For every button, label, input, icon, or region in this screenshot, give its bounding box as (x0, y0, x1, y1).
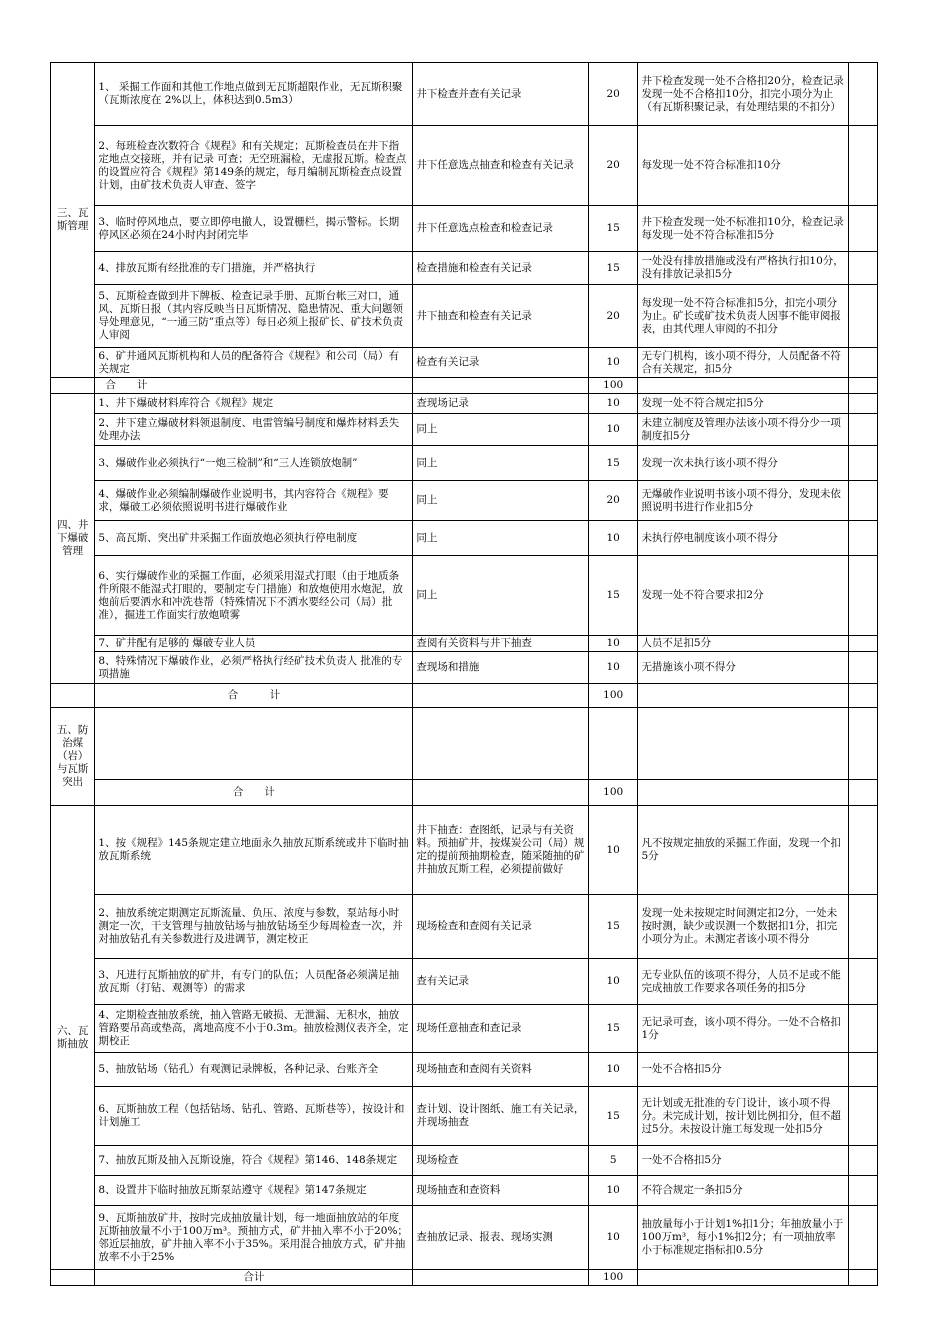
blank-cell (849, 394, 878, 414)
blank-cell (849, 652, 878, 684)
check-method: 同上 (413, 521, 589, 556)
table-row (51, 959, 878, 1005)
section-title: 三、瓦斯管理 (51, 63, 95, 378)
blank-cell (51, 378, 95, 394)
total-row (51, 378, 878, 394)
table-row (51, 1206, 878, 1270)
deduction-rule: 无计划或无批准的专门设计，该小项不得分。未完成计划，按计划比例扣分，但不超过5分。未按设计施工每发现一处扣5分 (638, 1087, 849, 1146)
section-title: 四、井下爆破管理 (51, 394, 95, 684)
deduction-rule: 不符合规定一条扣5分 (638, 1176, 849, 1206)
table-row (51, 708, 878, 780)
deduction-rule: 一处不合格扣5分 (638, 1146, 849, 1176)
item-score: 15 (588, 556, 638, 636)
table-row (51, 414, 878, 446)
table-row (51, 895, 878, 959)
blank-cell (849, 636, 878, 652)
total-score: 100 (588, 1270, 638, 1286)
item-score: 10 (588, 636, 638, 652)
item-content: 4、爆破作业必须编制爆破作业说明书，其内容符合《规程》要求，爆破工必须依照说明书进行爆破作业 (95, 481, 413, 521)
item-content: 1、 采掘工作面和其他工作地点做到无瓦斯超限作业，无瓦斯积聚（瓦斯浓度在 2%以上，体积达到0.5m3） (95, 63, 413, 126)
check-method: 现场任意抽查和查记录 (413, 1005, 589, 1053)
item-score: 10 (588, 959, 638, 1005)
blank-cell (849, 348, 878, 378)
item-content: 7、抽放瓦斯及抽入瓦斯设施，符合《规程》第146、148条规定 (95, 1146, 413, 1176)
blank-cell (849, 684, 878, 708)
blank-cell (413, 1270, 589, 1286)
item-score: 20 (588, 63, 638, 126)
blank-cell (849, 206, 878, 252)
blank-cell (51, 1270, 95, 1286)
item-score: 15 (588, 1087, 638, 1146)
blank-cell (849, 378, 878, 394)
check-method: 井下抽查和检查有关记录 (413, 285, 589, 348)
blank-cell (413, 684, 589, 708)
check-method: 检查措施和检查有关记录 (413, 252, 589, 285)
blank-cell (638, 780, 849, 806)
item-score: 15 (588, 895, 638, 959)
item-content: 2、每班检查次数符合《规程》和有关规定；瓦斯检查员在井下指定地点交接班，并有记录 可查；无空班漏检，无虚报瓦斯。检查点的设置应符合《规程》第149条的规定，每月编制瓦斯检查点设置计划，由矿技术负责人审查、签字 (95, 126, 413, 206)
check-method: 井下抽查：查图纸，记录与有关资料。预抽矿井，按煤炭公司（局）规定的提前预抽期检查，随采随抽的矿井抽放瓦斯工程，必须提前做好 (413, 806, 589, 895)
deduction-rule: 发现一处未按规定时间测定扣2分，一处未按时测，缺少或误测一个数据扣1分，扣完小项分为止。未测定者该小项不得分 (638, 895, 849, 959)
total-row (51, 780, 878, 806)
total-score: 100 (588, 780, 638, 806)
check-method: 查计划、设计图纸、施工有关记录，并现场抽查 (413, 1087, 589, 1146)
deduction-rule: 人员不足扣5分 (638, 636, 849, 652)
item-content: 5、瓦斯检查做到井下牌板、检查记录手册、瓦斯台帐三对口，通风、瓦斯日报（其内容反映当日瓦斯情况、隐患情况、重大问题领导处理意见，“一通三防”重点等）每日必须上报矿长、矿技术负责人审阅 (95, 285, 413, 348)
deduction-rule: 未执行停电制度该小项不得分 (638, 521, 849, 556)
item-content: 7、矿井配有足够的 爆破专业人员 (95, 636, 413, 652)
item-content: 6、瓦斯抽放工程（包括钻场、钻孔、管路、瓦斯巷等），按设计和计划施工 (95, 1087, 413, 1146)
item-content: 4、定期检查抽放系统，抽入管路无破损、无泄漏、无积水，抽放管路要吊高或垫高，离地高度不小于0.3m。抽放检测仪表齐全，定期校正 (95, 1005, 413, 1053)
check-method: 现场抽查和查阅有关资料 (413, 1053, 589, 1087)
item-score: 20 (588, 126, 638, 206)
item-score: 20 (588, 285, 638, 348)
total-label: 合计 (95, 1270, 413, 1286)
table-row (51, 252, 878, 285)
check-method: 现场抽查和查资料 (413, 1176, 589, 1206)
table-row (51, 348, 878, 378)
blank-cell (849, 126, 878, 206)
blank-cell (849, 556, 878, 636)
blank-cell (849, 252, 878, 285)
blank-cell (849, 708, 878, 780)
section-title: 五、防治煤（岩）与瓦斯突出 (51, 708, 95, 806)
check-method: 井下任意选点检查和检查记录 (413, 206, 589, 252)
item-score: 10 (588, 394, 638, 414)
deduction-rule: 一处没有排放措施或没有严格执行扣10分，没有排放记录扣5分 (638, 252, 849, 285)
blank-cell (638, 1270, 849, 1286)
blank-cell (849, 1206, 878, 1270)
deduction-rule: 抽放量每小于计划1%扣1分；年抽放量小于100万m³，每小1%扣2分；有一项抽放率小于标准规定指标扣0.5分 (638, 1206, 849, 1270)
item-score: 15 (588, 1005, 638, 1053)
deduction-rule: 凡不按规定抽放的采掘工作面，发现一个扣5分 (638, 806, 849, 895)
item-score: 10 (588, 348, 638, 378)
total-row (51, 1270, 878, 1286)
check-method: 同上 (413, 481, 589, 521)
blank-cell (849, 1005, 878, 1053)
table-body (51, 63, 878, 1286)
item-score: 10 (588, 1053, 638, 1087)
blank-cell (413, 378, 589, 394)
blank-cell (413, 708, 589, 780)
table-row (51, 1087, 878, 1146)
table-row (51, 446, 878, 481)
total-label: 合 计 (95, 780, 413, 806)
blank-cell (638, 378, 849, 394)
item-content: 9、瓦斯抽放矿井，按时完成抽放量计划，每一地面抽放站的年度瓦斯抽放量不小于100万m³。预抽方式，矿井抽入率不小于20%；邻近层抽放，矿井抽入率不小于35%。采用混合抽放方式，矿井抽放率不小于25% (95, 1206, 413, 1270)
blank-cell (849, 780, 878, 806)
table-row (51, 63, 878, 126)
table-row (51, 636, 878, 652)
total-label: 合 计 (95, 378, 413, 394)
check-method: 查现场和措施 (413, 652, 589, 684)
total-label: 合 计 (95, 684, 413, 708)
blank-cell (849, 481, 878, 521)
blank-cell (638, 708, 849, 780)
blank-cell (849, 1270, 878, 1286)
item-score: 10 (588, 521, 638, 556)
deduction-rule: 无专门机构，该小项不得分，人员配备不符合有关规定，扣5分 (638, 348, 849, 378)
table-row (51, 1053, 878, 1087)
blank-cell (849, 1087, 878, 1146)
check-method: 查有关记录 (413, 959, 589, 1005)
item-score: 10 (588, 414, 638, 446)
deduction-rule: 未建立制度及管理办法该小项不得分少一项制度扣5分 (638, 414, 849, 446)
deduction-rule: 发现一处不符合要求扣2分 (638, 556, 849, 636)
blank-cell (849, 446, 878, 481)
item-content: 5、高瓦斯、突出矿井采掘工作面放炮必须执行停电制度 (95, 521, 413, 556)
item-content: 3、爆破作业必须执行“一炮三检制”和“三人连锁放炮制” (95, 446, 413, 481)
blank-cell (588, 708, 638, 780)
check-method: 同上 (413, 414, 589, 446)
item-score: 15 (588, 252, 638, 285)
table-row (51, 285, 878, 348)
item-score: 10 (588, 652, 638, 684)
blank-cell (849, 285, 878, 348)
check-method: 现场检查 (413, 1146, 589, 1176)
item-content: 1、按《规程》145条规定建立地面永久抽放瓦斯系统或井下临时抽放瓦斯系统 (95, 806, 413, 895)
item-content: 8、设置井下临时抽放瓦斯泵站遵守《规程》第147条规定 (95, 1176, 413, 1206)
check-method: 现场检查和查阅有关记录 (413, 895, 589, 959)
item-content: 5、抽放钻场（钻孔）有观测记录牌板，各种记录、台账齐全 (95, 1053, 413, 1087)
item-content: 1、井下爆破材料库符合《规程》规定 (95, 394, 413, 414)
item-score: 10 (588, 1176, 638, 1206)
section-title: 六、瓦斯抽放 (51, 806, 95, 1270)
deduction-rule: 无记录可查，该小项不得分。一处不合格扣1分 (638, 1005, 849, 1053)
check-method: 检查有关记录 (413, 348, 589, 378)
item-content: 2、井下建立爆破材料领退制度、电雷管编号制度和爆炸材料丢失处理办法 (95, 414, 413, 446)
blank-cell (51, 684, 95, 708)
table-row (51, 556, 878, 636)
item-score: 15 (588, 446, 638, 481)
total-row (51, 684, 878, 708)
deduction-rule: 一处不合格扣5分 (638, 1053, 849, 1087)
blank-cell (849, 1053, 878, 1087)
deduction-rule: 无措施该小项不得分 (638, 652, 849, 684)
blank-cell (849, 895, 878, 959)
total-score: 100 (588, 378, 638, 394)
table-row (51, 521, 878, 556)
item-content: 6、矿井通风瓦斯机构和人员的配备符合《规程》和公司（局）有关规定 (95, 348, 413, 378)
blank-cell (849, 414, 878, 446)
table-row (51, 1146, 878, 1176)
blank-cell (849, 1146, 878, 1176)
deduction-rule: 发现一处不符合规定扣5分 (638, 394, 849, 414)
table-row (51, 481, 878, 521)
item-content: 6、实行爆破作业的采掘工作面，必须采用湿式打眼（由于地质条件所限不能湿式打眼的，要制定专门措施）和放炮使用水炮泥，放炮前后要洒水和冲洗巷帮（特殊情况下不洒水要经公司（局）批准），掘进工作面实行放炮喷雾 (95, 556, 413, 636)
check-method: 查抽放记录、报表、现场实测 (413, 1206, 589, 1270)
check-method: 查现场记录 (413, 394, 589, 414)
item-content: 4、排放瓦斯有经批准的专门措施，并严格执行 (95, 252, 413, 285)
deduction-rule: 井下检查发现一处不标准扣10分，检查记录每发现一处不符合标准扣5分 (638, 206, 849, 252)
item-score: 10 (588, 806, 638, 895)
check-method: 查阅有关资料与井下抽查 (413, 636, 589, 652)
table-row (51, 206, 878, 252)
item-content: 3、临时停风地点，要立即停电撤人，设置栅栏，揭示警标。长期停风区必须在24小时内封闭完毕 (95, 206, 413, 252)
table-row (51, 394, 878, 414)
blank-cell (849, 521, 878, 556)
blank-cell (849, 63, 878, 126)
table-row (51, 806, 878, 895)
item-content: 8、特殊情况下爆破作业，必须严格执行经矿技术负责人 批准的专项措施 (95, 652, 413, 684)
blank-cell (638, 684, 849, 708)
check-method: 井下检查并查有关记录 (413, 63, 589, 126)
deduction-rule: 无爆破作业说明书该小项不得分，发现未依照说明书进行作业扣5分 (638, 481, 849, 521)
table-row (51, 1005, 878, 1053)
deduction-rule: 每发现一处不符合标准扣5分，扣完小项分为止。矿长或矿技术负责人因事不能审阅报表，由其代理人审阅的不扣分 (638, 285, 849, 348)
total-score: 100 (588, 684, 638, 708)
item-score: 5 (588, 1146, 638, 1176)
blank-cell (849, 806, 878, 895)
check-method: 同上 (413, 556, 589, 636)
deduction-rule: 每发现一处不符合标准扣10分 (638, 126, 849, 206)
item-score: 10 (588, 1206, 638, 1270)
blank-cell (95, 708, 413, 780)
check-method: 井下任意选点抽查和检查有关记录 (413, 126, 589, 206)
deduction-rule: 无专业队伍的该项不得分，人员不足或不能完成抽放工作要求各项任务的扣5分 (638, 959, 849, 1005)
check-method: 同上 (413, 446, 589, 481)
blank-cell (849, 1176, 878, 1206)
item-content: 2、抽放系统定期测定瓦斯流量、负压、浓度与参数，泵站每小时测定一次，干支管理与抽放钻场与抽放钻场至少每周检查一次，并对抽放钻孔有关参数进行及进调节，测定校正 (95, 895, 413, 959)
deduction-rule: 井下检查发现一处不合格扣20分，检查记录发现一处不合格扣10分，扣完小项分为止（有瓦斯积聚记录，有处理结果的不扣分） (638, 63, 849, 126)
item-content: 3、凡进行瓦斯抽放的矿井，有专门的队伍；人员配备必须满足抽放瓦斯（打钻、观测等）的需求 (95, 959, 413, 1005)
table-row (51, 126, 878, 206)
table-row (51, 652, 878, 684)
item-score: 20 (588, 481, 638, 521)
blank-cell (849, 959, 878, 1005)
item-score: 15 (588, 206, 638, 252)
scoring-table (50, 62, 878, 1286)
table-row (51, 1176, 878, 1206)
blank-cell (413, 780, 589, 806)
deduction-rule: 发现一次未执行该小项不得分 (638, 446, 849, 481)
